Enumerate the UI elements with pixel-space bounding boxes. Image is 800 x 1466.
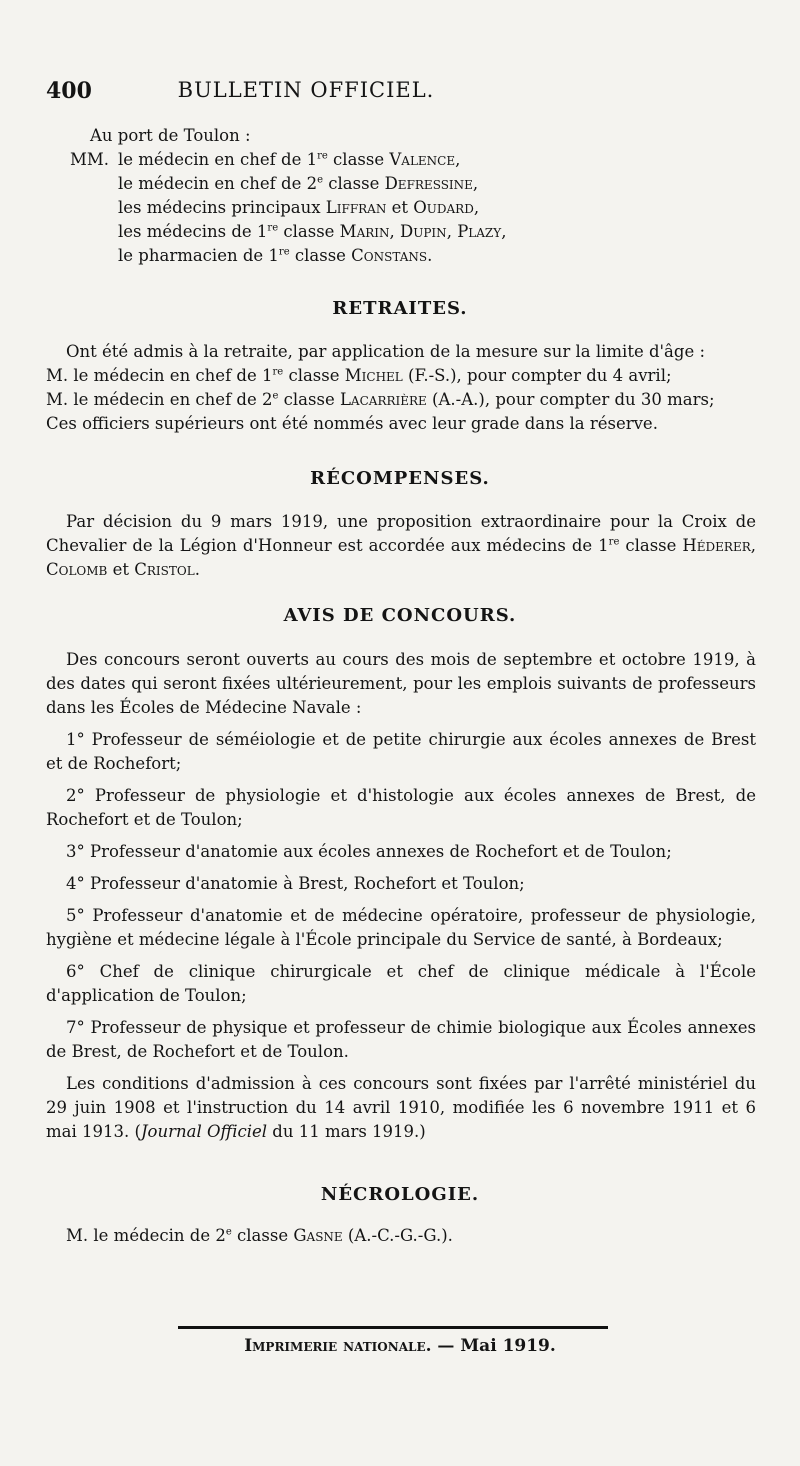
concours-item-2: 2° Professeur de physiologie et d'histologie aux écoles annexes de Brest, de Rochefort et de Toulon;: [46, 786, 756, 829]
toulon-line-5: le pharmacien de 1re classe Constans.: [118, 246, 433, 265]
concours-item-3: 3° Professeur d'anatomie aux écoles annexes de Rochefort et de Toulon;: [66, 842, 672, 861]
necrologie-section: [46, 1224, 756, 1248]
person-name: Constans: [351, 246, 428, 265]
recompenses-section: [46, 510, 756, 582]
page-number: 400: [46, 78, 92, 104]
concours-section: [46, 648, 756, 1144]
toulon-line-1: le médecin en chef de 1re classe Valence,: [118, 150, 461, 169]
running-title: BULLETIN OFFICIEL.: [177, 78, 435, 102]
person-name: Valence: [389, 150, 456, 169]
necrologie-heading: NÉCROLOGIE.: [320, 1184, 480, 1205]
toulon-line-4: les médecins de 1re classe Marin, Dupin, Plazy,: [118, 222, 507, 241]
toulon-intro: Au port de Toulon :: [90, 126, 251, 145]
person-name: Cristol: [134, 560, 195, 579]
person-name: Plazy: [457, 222, 502, 241]
person-name: Héderer: [682, 536, 751, 555]
person-name: Lacarrière: [339, 390, 427, 409]
toulon-prefix: MM.: [70, 150, 110, 169]
printer-name: Imprimerie nationale.: [244, 1336, 432, 1356]
recompenses-heading: RÉCOMPENSES.: [310, 468, 490, 489]
toulon-list: [46, 148, 756, 268]
retraites-entry-1: M. le médecin en chef de 1re classe Michel (F.-S.), pour compter du 4 avril;: [46, 366, 672, 385]
person-name: Liffran: [325, 198, 387, 217]
concours-item-1: 1° Professeur de séméiologie et de petite chirurgie aux écoles annexes de Brest et de Rochefort;: [46, 730, 756, 773]
print-date: Mai 1919.: [460, 1336, 556, 1356]
toulon-line-2: le médecin en chef de 2e classe Defressine,: [118, 174, 479, 193]
concours-conditions: Les conditions d'admission à ces concours sont fixées par l'arrêté ministériel du 29 juin 1908 et l'instruction du 14 avril 1910, modifiée les 6 novembre 1911 et 6 mai 1913. (Journal Officiel du 11 mars 1919.): [46, 1074, 756, 1141]
concours-intro: Des concours seront ouverts au cours des mois de septembre et octobre 1919, à des dates qui seront fixées ultérieurement, pour les emplois suivants de professeurs dans les Écoles de Médecine Navale :: [46, 650, 756, 717]
person-name: Oudard: [413, 198, 474, 217]
footer-rule: [178, 1326, 608, 1329]
retraites-heading: RETRAITES.: [332, 298, 468, 319]
running-header: [46, 78, 746, 110]
imprint-line: Imprimerie nationale. — Mai 1919.: [244, 1336, 556, 1356]
toulon-assignments: [46, 124, 756, 268]
person-name: Defressine: [384, 174, 473, 193]
person-name: Dupin: [400, 222, 447, 241]
concours-item-6: 6° Chef de clinique chirurgicale et chef de clinique médicale à l'École d'application de Toulon;: [46, 962, 756, 1005]
person-name: Michel: [344, 366, 403, 385]
retraites-note: Ces officiers supérieurs ont été nommés avec leur grade dans la réserve.: [46, 414, 658, 433]
person-name: Gasne: [293, 1226, 343, 1245]
concours-item-4: 4° Professeur d'anatomie à Brest, Rochefort et Toulon;: [66, 874, 525, 893]
concours-item-7: 7° Professeur de physique et professeur de chimie biologique aux Écoles annexes de Brest, de Rochefort et de Toulon.: [46, 1018, 756, 1061]
person-name: Colomb: [46, 560, 108, 579]
toulon-line-3: les médecins principaux Liffran et Oudard,: [118, 198, 480, 217]
concours-heading: AVIS DE CONCOURS.: [283, 605, 517, 626]
retraites-section: [46, 340, 756, 436]
journal-officiel-title: Journal Officiel: [140, 1122, 268, 1141]
retraites-intro: Ont été admis à la retraite, par application de la mesure sur la limite d'âge :: [66, 342, 706, 361]
person-name: Marin: [339, 222, 390, 241]
concours-item-5: 5° Professeur d'anatomie et de médecine opératoire, professeur de physiologie, hygiène et médecine légale à l'École principale du Service de santé, à Bordeaux;: [46, 906, 756, 949]
retraites-entry-2: M. le médecin en chef de 2e classe Lacarrière (A.-A.), pour compter du 30 mars;: [46, 390, 715, 409]
recompenses-paragraph: Par décision du 9 mars 1919, une proposition extraordinaire pour la Croix de Chevalier de la Légion d'Honneur est accordée aux médecins de 1re classe Héderer, Colomb et Cristol.: [46, 512, 757, 579]
necrologie-entry: M. le médecin de 2e classe Gasne (A.-C.-G.-G.).: [66, 1226, 453, 1245]
